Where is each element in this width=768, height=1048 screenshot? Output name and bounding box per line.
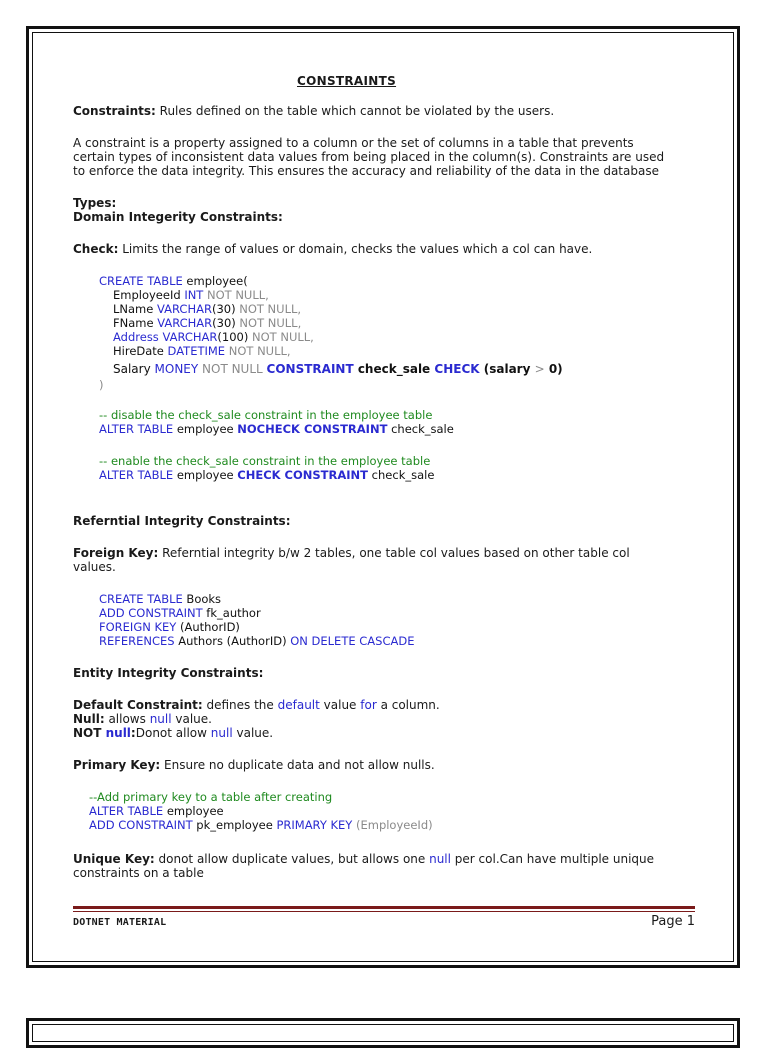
code-line (113, 316, 301, 330)
code-keyword: NOT NULL, (203, 288, 269, 302)
default-label: Default Constraint: (73, 698, 203, 712)
code-text: (EmployeeId) (352, 818, 433, 832)
code-line (99, 422, 454, 436)
null-text: allows (104, 712, 150, 726)
code-line (99, 592, 221, 606)
paragraph-line-1: A constraint is a property assigned to a column or the set of columns in a table that prevents (73, 136, 634, 150)
code-line (99, 468, 434, 482)
code-keyword: ON DELETE CASCADE (290, 634, 415, 648)
code-comment: -- enable the check_sale constraint in the employee table (99, 454, 431, 468)
next-page-inner-border (32, 1024, 734, 1042)
code-text: employee (173, 422, 238, 436)
page-number: Page 1 (651, 914, 695, 929)
footer-rule-thick (73, 906, 695, 909)
code-line (113, 362, 563, 376)
notnull-keyword: null (210, 726, 233, 740)
check-label: Check: (73, 242, 119, 256)
code-line (89, 804, 224, 818)
notnull-label: : (130, 726, 136, 740)
check-text: Limits the range of values or domain, checks the values which a col can have. (118, 242, 593, 256)
default-text: value (319, 698, 361, 712)
code-keyword: NOT NULL, (235, 302, 302, 316)
code-keyword: DATETIME (167, 344, 226, 358)
entity-heading: Entity Integrity Constraints: (73, 666, 264, 680)
uk-keyword: null (429, 852, 451, 866)
default-text: a column. (376, 698, 440, 712)
uk-text: per col.Can have multiple unique (450, 852, 655, 866)
pk-line (73, 758, 435, 772)
uk-line (73, 852, 654, 866)
code-text: (AuthorID) (176, 620, 240, 634)
code-text: EmployeeId (113, 288, 185, 302)
pk-label: Primary Key: (73, 758, 161, 772)
fk-label: Foreign Key: (73, 546, 159, 560)
code-text: (salary (479, 362, 535, 376)
code-operator: > (534, 362, 545, 376)
default-keyword: for (360, 698, 377, 712)
code-keyword: CREATE TABLE (99, 274, 183, 288)
code-text: pk_employee (192, 818, 277, 832)
code-keyword: CREATE TABLE (99, 592, 183, 606)
code-keyword: CONSTRAINT (266, 362, 354, 376)
intro-text: Rules defined on the table which cannot be violated by the users. (155, 104, 555, 118)
code-text: employee (163, 804, 224, 818)
code-keyword: VARCHAR (162, 330, 218, 344)
fk-line-2: values. (73, 560, 116, 574)
code-line (99, 606, 261, 620)
code-comment: -- disable the check_sale constraint in the employee table (99, 408, 433, 422)
code-line (113, 330, 314, 344)
code-text: HireDate (113, 344, 168, 358)
types-heading: Types: (73, 196, 117, 210)
code-text: (30) (212, 316, 236, 330)
document-title: CONSTRAINTS (297, 74, 397, 88)
code-keyword: ALTER TABLE (99, 422, 174, 436)
fk-text: Referntial integrity b/w 2 tables, one table col values based on other table col (158, 546, 630, 560)
pk-text: Ensure no duplicate data and not allow nulls. (160, 758, 435, 772)
null-label: Null: (73, 712, 105, 726)
domain-heading: Domain Integerity Constraints: (73, 210, 283, 224)
intro-line (73, 104, 554, 118)
code-keyword: MONEY (154, 362, 199, 376)
notnull-line (73, 726, 273, 740)
default-keyword: default (277, 698, 320, 712)
code-keyword: CHECK CONSTRAINT (237, 468, 369, 482)
notnull-text: value. (232, 726, 274, 740)
paragraph-line-3: to enforce the data integrity. This ensures the accuracy and reliability of the data in the database (73, 164, 659, 178)
intro-label: Constraints: (73, 104, 156, 118)
footer-left-text: DOTNET MATERIAL (73, 917, 167, 928)
code-text: (30) (211, 302, 236, 316)
uk-label: Unique Key: (73, 852, 155, 866)
code-line (113, 302, 301, 316)
code-keyword: NOT NULL (198, 362, 267, 376)
code-text: LName (113, 302, 157, 316)
code-keyword: FOREIGN KEY (99, 620, 177, 634)
code-keyword: CHECK (434, 362, 480, 376)
null-keyword: null (149, 712, 172, 726)
notnull-text: Donot allow (135, 726, 211, 740)
paragraph-line-2: certain types of inconsistent data values from being placed in the column(s). Constraints are used (73, 150, 665, 164)
code-keyword: NOT NULL, (248, 330, 314, 344)
code-text: 0) (544, 362, 563, 376)
code-text: Salary (113, 362, 155, 376)
code-line (113, 344, 291, 358)
code-text: FName (113, 316, 158, 330)
code-text: check_sale (353, 362, 435, 376)
code-text: check_sale (387, 422, 454, 436)
code-keyword: VARCHAR (157, 316, 213, 330)
code-text: Address (113, 330, 163, 344)
next-page-border (26, 1018, 740, 1048)
code-text: Books (182, 592, 222, 606)
code-keyword: ADD CONSTRAINT (99, 606, 203, 620)
code-line: ) (99, 378, 104, 392)
default-line (73, 698, 440, 712)
code-text: (100) (217, 330, 249, 344)
default-text: defines the (202, 698, 278, 712)
code-keyword: ADD CONSTRAINT (89, 818, 193, 832)
code-line (99, 634, 414, 648)
code-keyword: PRIMARY KEY (276, 818, 353, 832)
code-line (99, 274, 248, 288)
code-line (89, 818, 433, 832)
code-keyword: NOT NULL, (225, 344, 291, 358)
code-keyword: ALTER TABLE (89, 804, 164, 818)
code-text: check_sale (368, 468, 435, 482)
code-line (113, 288, 269, 302)
code-text: fk_author (202, 606, 261, 620)
uk-text: donot allow duplicate values, but allows one (154, 852, 430, 866)
null-line (73, 712, 212, 726)
footer-rule-thin (73, 911, 695, 912)
code-keyword: INT (184, 288, 204, 302)
notnull-keyword: null (105, 726, 131, 740)
code-keyword: NOCHECK CONSTRAINT (237, 422, 388, 436)
null-text: value. (171, 712, 212, 726)
uk-line-2: constraints on a table (73, 866, 204, 880)
code-text: Authors (AuthorID) (174, 634, 291, 648)
referential-heading: Referntial Integrity Constraints: (73, 514, 291, 528)
code-comment: --Add primary key to a table after creating (89, 790, 333, 804)
code-text: employee( (182, 274, 248, 288)
code-keyword: ALTER TABLE (99, 468, 174, 482)
code-keyword: REFERENCES (99, 634, 175, 648)
check-line (73, 242, 592, 256)
code-keyword: NOT NULL, (235, 316, 302, 330)
code-text: employee (173, 468, 238, 482)
fk-line (73, 546, 630, 560)
code-keyword: VARCHAR (157, 302, 212, 316)
notnull-label: NOT (73, 726, 106, 740)
code-line (99, 620, 240, 634)
